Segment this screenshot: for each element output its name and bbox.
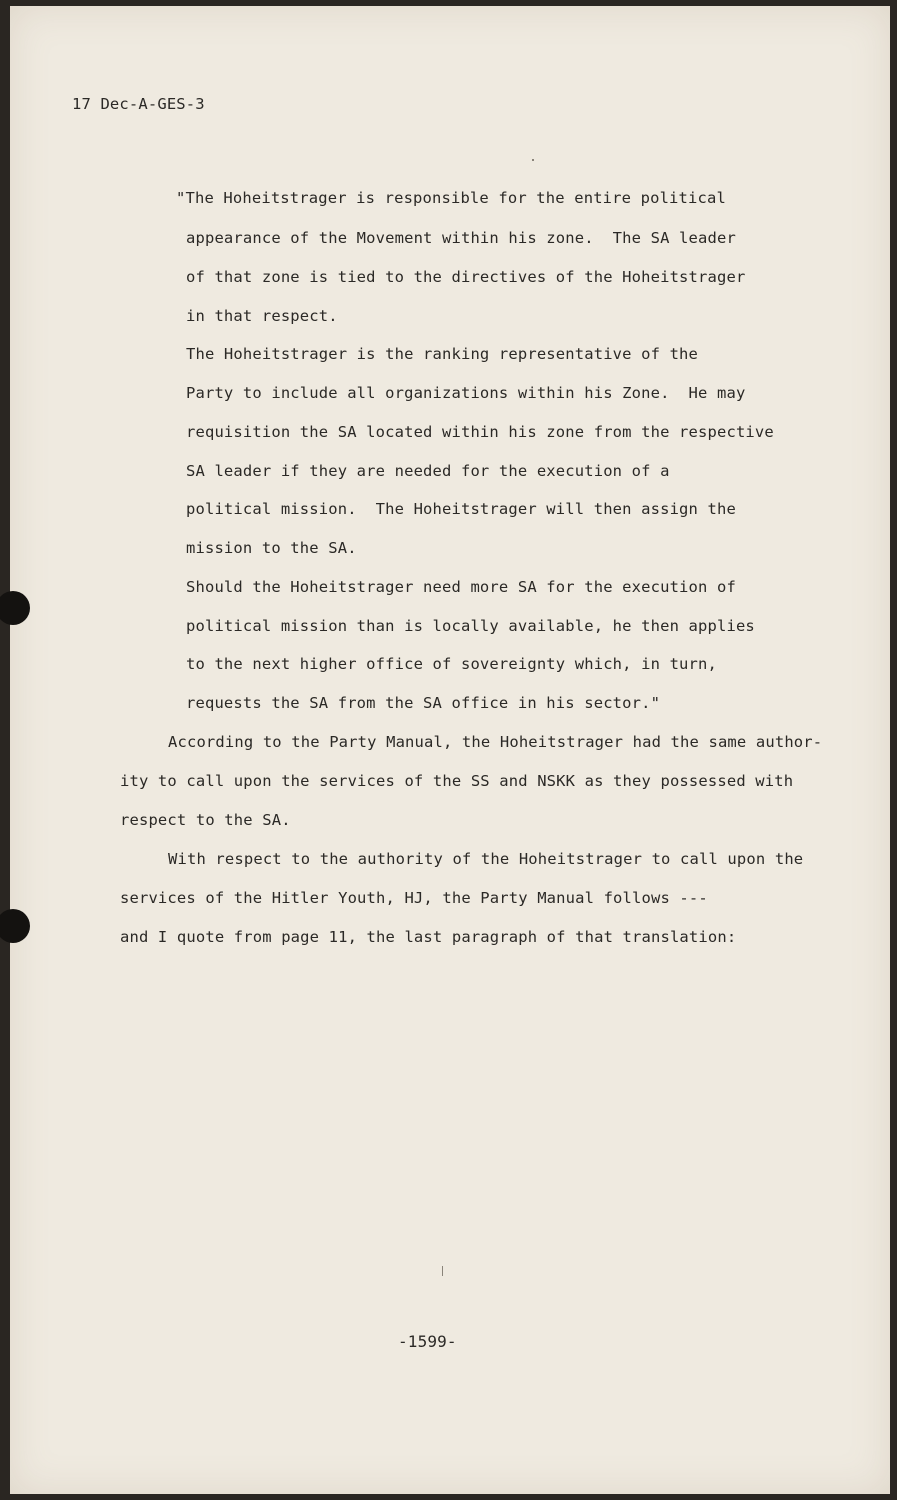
quote-line: appearance of the Movement within his zone. The SA leader	[186, 229, 736, 247]
binder-hole	[0, 591, 30, 625]
quote-line: to the next higher office of sovereignty which, in turn,	[186, 655, 717, 673]
body-line: According to the Party Manual, the Hoheitstrager had the same author-	[168, 733, 823, 751]
quote-line: of that zone is tied to the directives of the Hoheitstrager	[186, 268, 746, 286]
header-reference: 17 Dec-A-GES-3	[72, 95, 205, 113]
binder-hole	[0, 909, 30, 943]
paper-speck	[532, 159, 534, 161]
page-number: -1599-	[398, 1332, 457, 1351]
quote-line: SA leader if they are needed for the execution of a	[186, 462, 670, 480]
body-line: With respect to the authority of the Hoheitstrager to call upon the	[168, 850, 804, 868]
quote-line: in that respect.	[186, 307, 338, 325]
body-line: and I quote from page 11, the last paragraph of that translation:	[120, 928, 737, 946]
body-line: ity to call upon the services of the SS and NSKK as they possessed with	[120, 772, 794, 790]
quote-line: mission to the SA.	[186, 539, 357, 557]
paper-speck	[442, 1266, 443, 1276]
document-page	[10, 6, 890, 1494]
body-line: respect to the SA.	[120, 811, 291, 829]
quote-line: Party to include all organizations within his Zone. He may	[186, 384, 746, 402]
quote-line: The Hoheitstrager is the ranking representative of the	[186, 345, 699, 363]
quote-line: "The Hoheitstrager is responsible for the entire political	[176, 189, 726, 207]
quote-line: political mission. The Hoheitstrager will then assign the	[186, 500, 736, 518]
quote-line: political mission than is locally available, he then applies	[186, 617, 755, 635]
quote-line: requests the SA from the SA office in his sector."	[186, 694, 661, 712]
quote-line: requisition the SA located within his zone from the respective	[186, 423, 774, 441]
body-line: services of the Hitler Youth, HJ, the Party Manual follows ---	[120, 889, 708, 907]
quote-line: Should the Hoheitstrager need more SA for the execution of	[186, 578, 736, 596]
